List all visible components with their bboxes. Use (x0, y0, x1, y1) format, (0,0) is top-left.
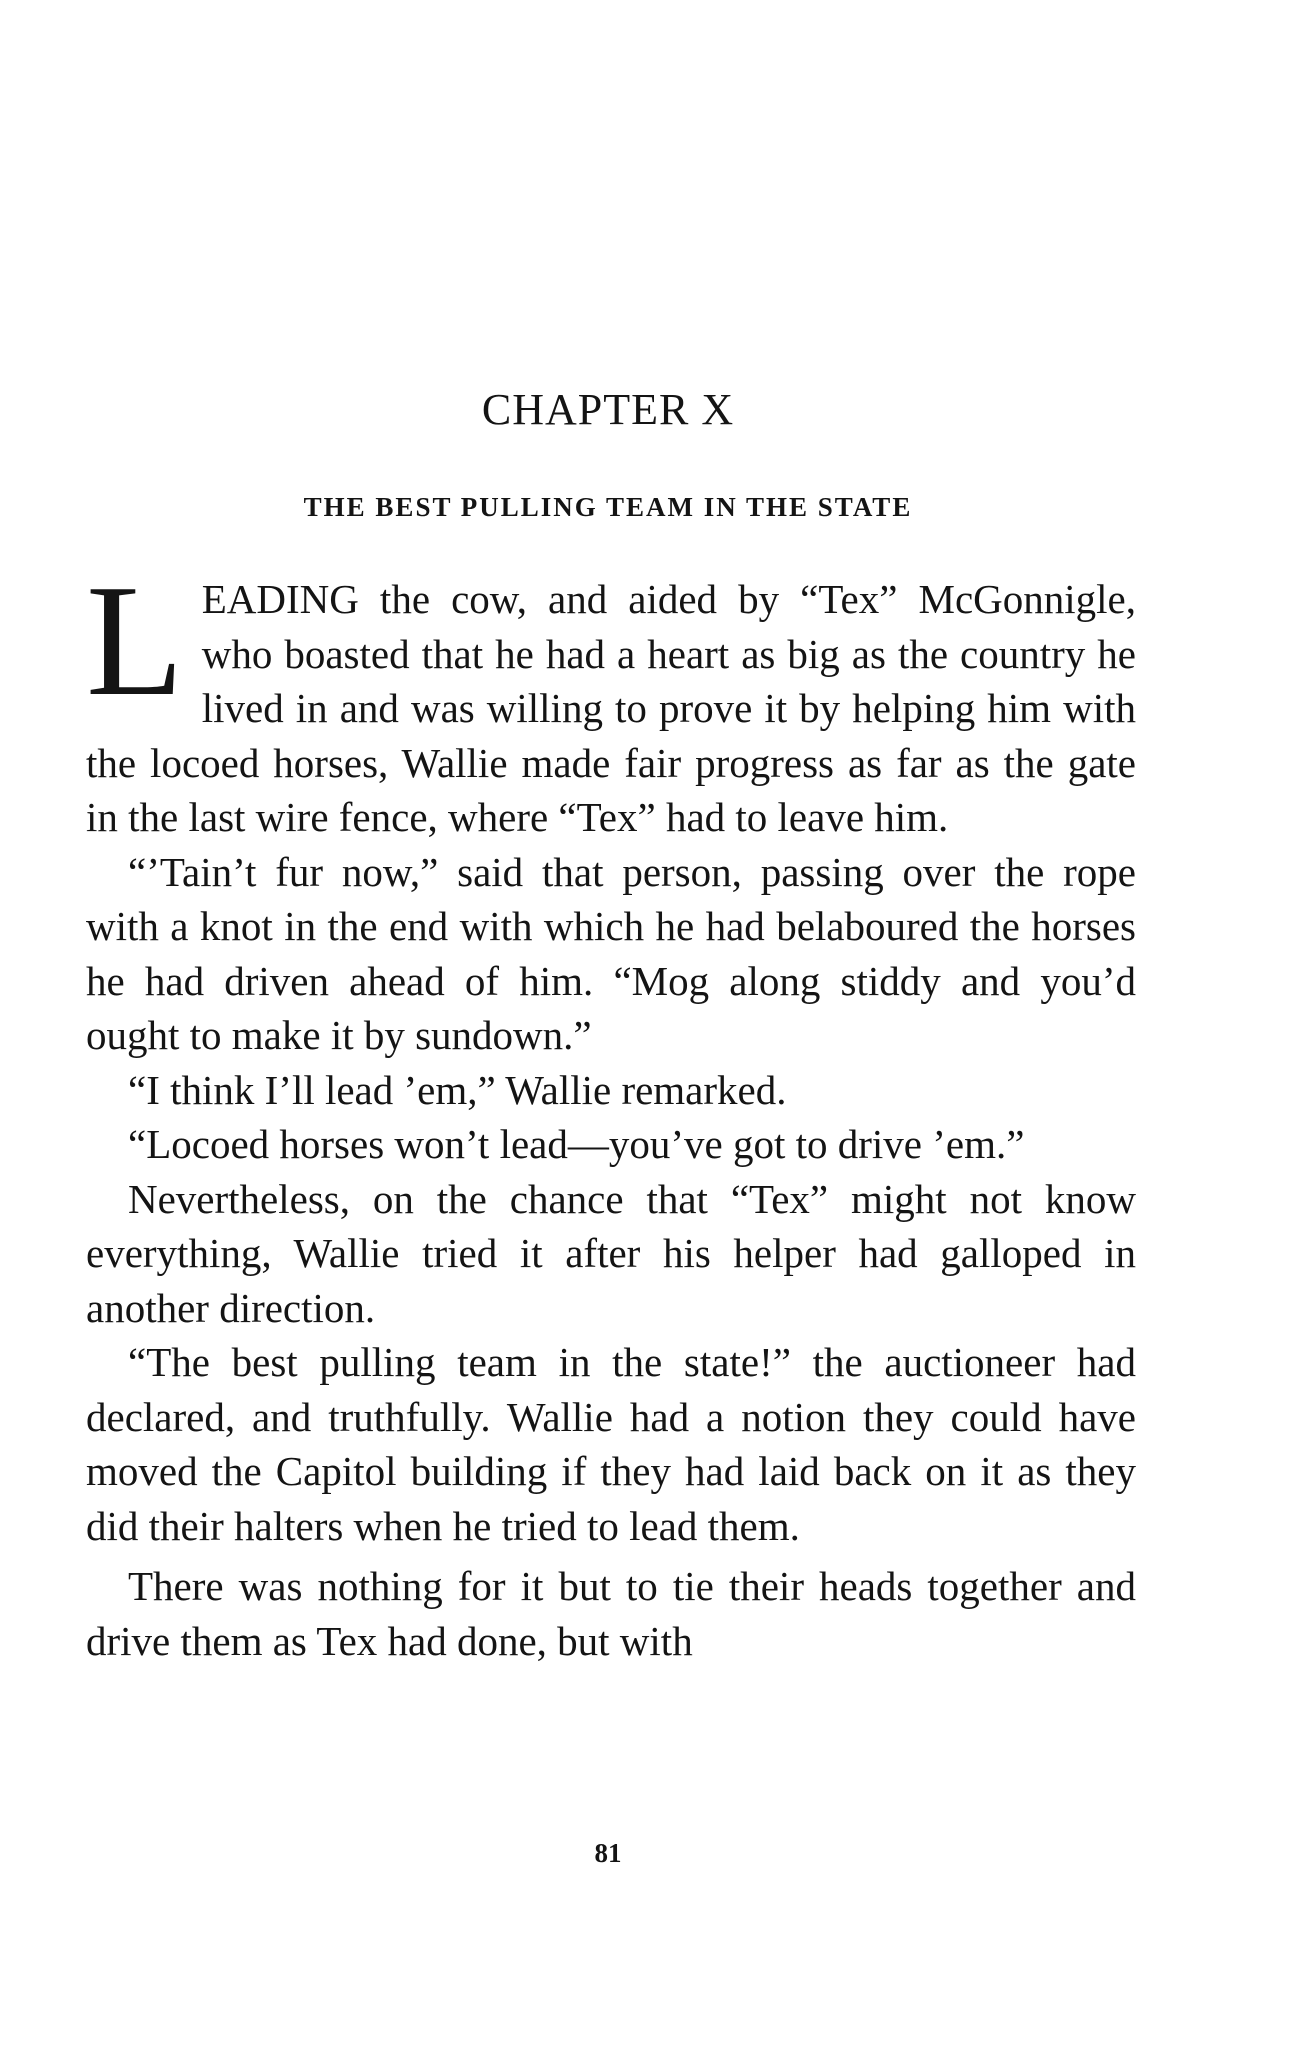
paragraph: Nevertheless, on the chance that “Tex” might not know everything, Wallie tried it after his helper had galloped in another direction. (86, 1175, 1136, 1331)
paragraph: “The best pulling team in the state!” the auctioneer had declared, and truthfully. Wallie had a notion they could have moved the Capitol building if they had laid back on it as they did their halters when he tried to lead them. (86, 1339, 1136, 1549)
paragraph: “Locoed horses won’t lead—you’ve got to drive ’em.” (128, 1121, 1025, 1167)
chapter-subtitle: THE BEST PULLING TEAM IN THE STATE (303, 492, 913, 522)
drop-cap: L (86, 551, 184, 729)
paragraph (86, 551, 1136, 845)
paragraph: There was nothing for it but to tie their heads together and drive them as Tex had done, but with (86, 1563, 1136, 1664)
paragraph: “I think I’ll lead ’em,” Wallie remarked. (128, 1066, 787, 1113)
page-number: 81 (594, 1838, 622, 1868)
body-text (86, 551, 1136, 1668)
chapter-title: CHAPTER X (481, 385, 735, 434)
paragraph: “’Tain’t fur now,” said that person, passing over the rope with a knot in the end with which he had belaboured the horses he had driven ahead of him. “Mog along stiddy and you’d ought to make it by sundown.” (86, 848, 1136, 1058)
paragraph-text: EADING the cow, and aided by “Tex” McGonnigle, who boasted that he had a heart as big as the country he lived in and was willing to prove it by helping him with the locoed horses, Wallie made fair progress as far as the gate in the last wire fence, where “Tex” had to leave him. (86, 576, 1136, 840)
